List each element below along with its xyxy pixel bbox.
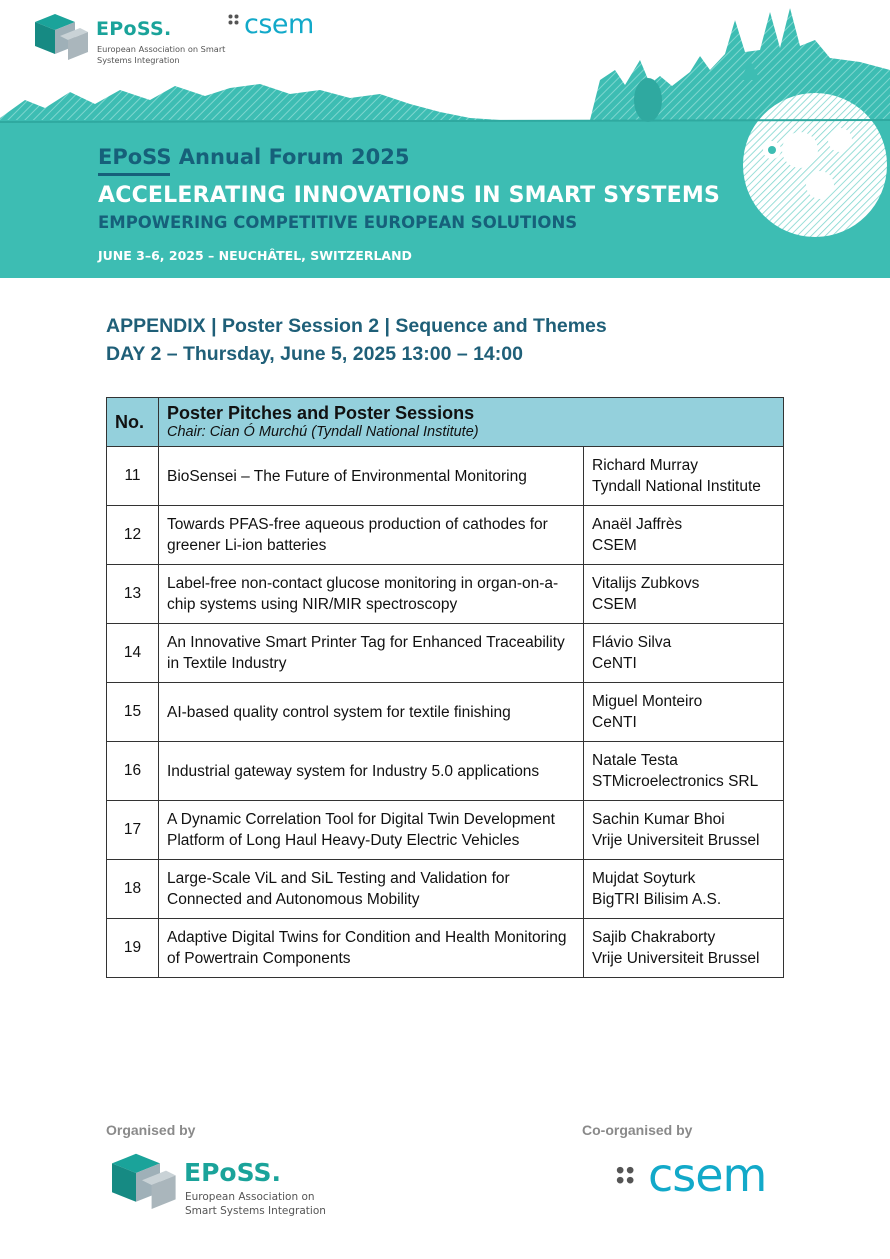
eposs-logo-text-footer: EPoSS.	[184, 1158, 281, 1187]
presenter-name: Miguel Monteiro	[592, 693, 703, 710]
poster-title: Towards PFAS-free aqueous production of cathodes for greener Li-ion batteries	[159, 506, 584, 565]
row-number: 14	[107, 624, 159, 683]
eposs-cube-icon	[30, 12, 90, 68]
table-title: Poster Pitches and Poster Sessions	[167, 403, 475, 423]
eposs-cube-icon-footer	[106, 1150, 178, 1220]
table-row	[107, 506, 784, 565]
presenter-name: Sachin Kumar Bhoi	[592, 811, 725, 828]
header-banner	[0, 0, 890, 278]
table-row	[107, 801, 784, 860]
poster-title: Label-free non-contact glucose monitoring in organ-on-a-chip systems using NIR/MIR spectroscopy	[159, 565, 584, 624]
poster-title: A Dynamic Correlation Tool for Digital Twin Development Platform of Long Haul Heavy-Duty Electric Vehicles	[159, 801, 584, 860]
eposs-logo-text: EPoSS.	[96, 18, 172, 40]
row-number: 16	[107, 742, 159, 801]
event-date-location: JUNE 3–6, 2025 – NEUCHÂTEL, SWITZERLAND	[98, 248, 412, 263]
day-heading: DAY 2 – Thursday, June 5, 2025 13:00 – 14:00	[106, 343, 523, 365]
presenter-cell	[584, 801, 784, 860]
presenter-cell	[584, 565, 784, 624]
presenter-cell	[584, 447, 784, 506]
presenter-organisation: Tyndall National Institute	[592, 478, 761, 495]
poster-title: AI-based quality control system for textile finishing	[159, 683, 584, 742]
presenter-organisation: Vrije Universiteit Brussel	[592, 832, 760, 849]
poster-title: Industrial gateway system for Industry 5.0 applications	[159, 742, 584, 801]
presenter-cell	[584, 506, 784, 565]
presenter-cell	[584, 919, 784, 978]
presenter-name: Natale Testa	[592, 752, 678, 769]
table-row	[107, 624, 784, 683]
column-header-no: No.	[107, 398, 159, 447]
table-row	[107, 447, 784, 506]
forum-title: EPoSS Annual Forum 2025	[98, 145, 410, 169]
poster-title: Large-Scale ViL and SiL Testing and Validation for Connected and Autonomous Mobility	[159, 860, 584, 919]
presenter-organisation: CSEM	[592, 537, 637, 554]
presenter-name: Richard Murray	[592, 457, 698, 474]
table-header-row	[107, 398, 784, 447]
organised-by-label: Organised by	[106, 1122, 196, 1138]
presenter-name: Vitalijs Zubkovs	[592, 575, 700, 592]
table-row	[107, 683, 784, 742]
presenter-organisation: CeNTI	[592, 714, 637, 731]
table-row	[107, 919, 784, 978]
eposs-logo-subtitle-footer: European Association on Smart Systems Integration	[185, 1191, 326, 1217]
presenter-organisation: BigTRI Bilisim A.S.	[592, 891, 722, 908]
poster-title: Adaptive Digital Twins for Condition and Health Monitoring of Powertrain Components	[159, 919, 584, 978]
csem-logo-text: csem	[244, 9, 314, 40]
co-organised-by-label: Co-organised by	[582, 1122, 693, 1138]
presenter-organisation: STMicroelectronics SRL	[592, 773, 759, 790]
row-number: 19	[107, 919, 159, 978]
presenter-name: Anaël Jaffrès	[592, 516, 683, 533]
appendix-heading: APPENDIX | Poster Session 2 | Sequence and Themes	[106, 315, 607, 337]
row-number: 15	[107, 683, 159, 742]
row-number: 12	[107, 506, 159, 565]
presenter-cell	[584, 860, 784, 919]
row-number: 11	[107, 447, 159, 506]
eposs-logo-subtitle: European Association on Smart Systems Integration	[97, 44, 226, 65]
poster-session-table	[106, 397, 784, 978]
table-row	[107, 565, 784, 624]
presenter-cell	[584, 624, 784, 683]
presenter-organisation: Vrije Universiteit Brussel	[592, 950, 760, 967]
tagline-empowering: EMPOWERING COMPETITIVE EUROPEAN SOLUTIONS	[98, 213, 578, 232]
presenter-cell	[584, 683, 784, 742]
row-number: 17	[107, 801, 159, 860]
table-row	[107, 860, 784, 919]
session-chair: Chair: Cian Ó Murchú (Tyndall National Institute)	[167, 424, 479, 440]
csem-dots-icon	[228, 14, 240, 26]
column-header-title	[159, 398, 784, 447]
presenter-name: Sajib Chakraborty	[592, 929, 716, 946]
row-number: 18	[107, 860, 159, 919]
presenter-organisation: CeNTI	[592, 655, 637, 672]
presenter-cell	[584, 742, 784, 801]
poster-title: An Innovative Smart Printer Tag for Enhanced Traceability in Textile Industry	[159, 624, 584, 683]
table-body	[107, 447, 784, 978]
row-number: 13	[107, 565, 159, 624]
presenter-organisation: CSEM	[592, 596, 637, 613]
banner-graphic	[0, 0, 890, 278]
poster-title: BioSensei – The Future of Environmental Monitoring	[159, 447, 584, 506]
table-row	[107, 742, 784, 801]
presenter-name: Flávio Silva	[592, 634, 672, 651]
tagline-accelerating: ACCELERATING INNOVATIONS IN SMART SYSTEMS	[98, 183, 720, 208]
csem-dots-icon-footer	[616, 1166, 636, 1186]
forum-title-underline	[98, 173, 170, 176]
csem-logo-text-footer: csem	[648, 1148, 767, 1202]
presenter-name: Mujdat Soyturk	[592, 870, 696, 887]
